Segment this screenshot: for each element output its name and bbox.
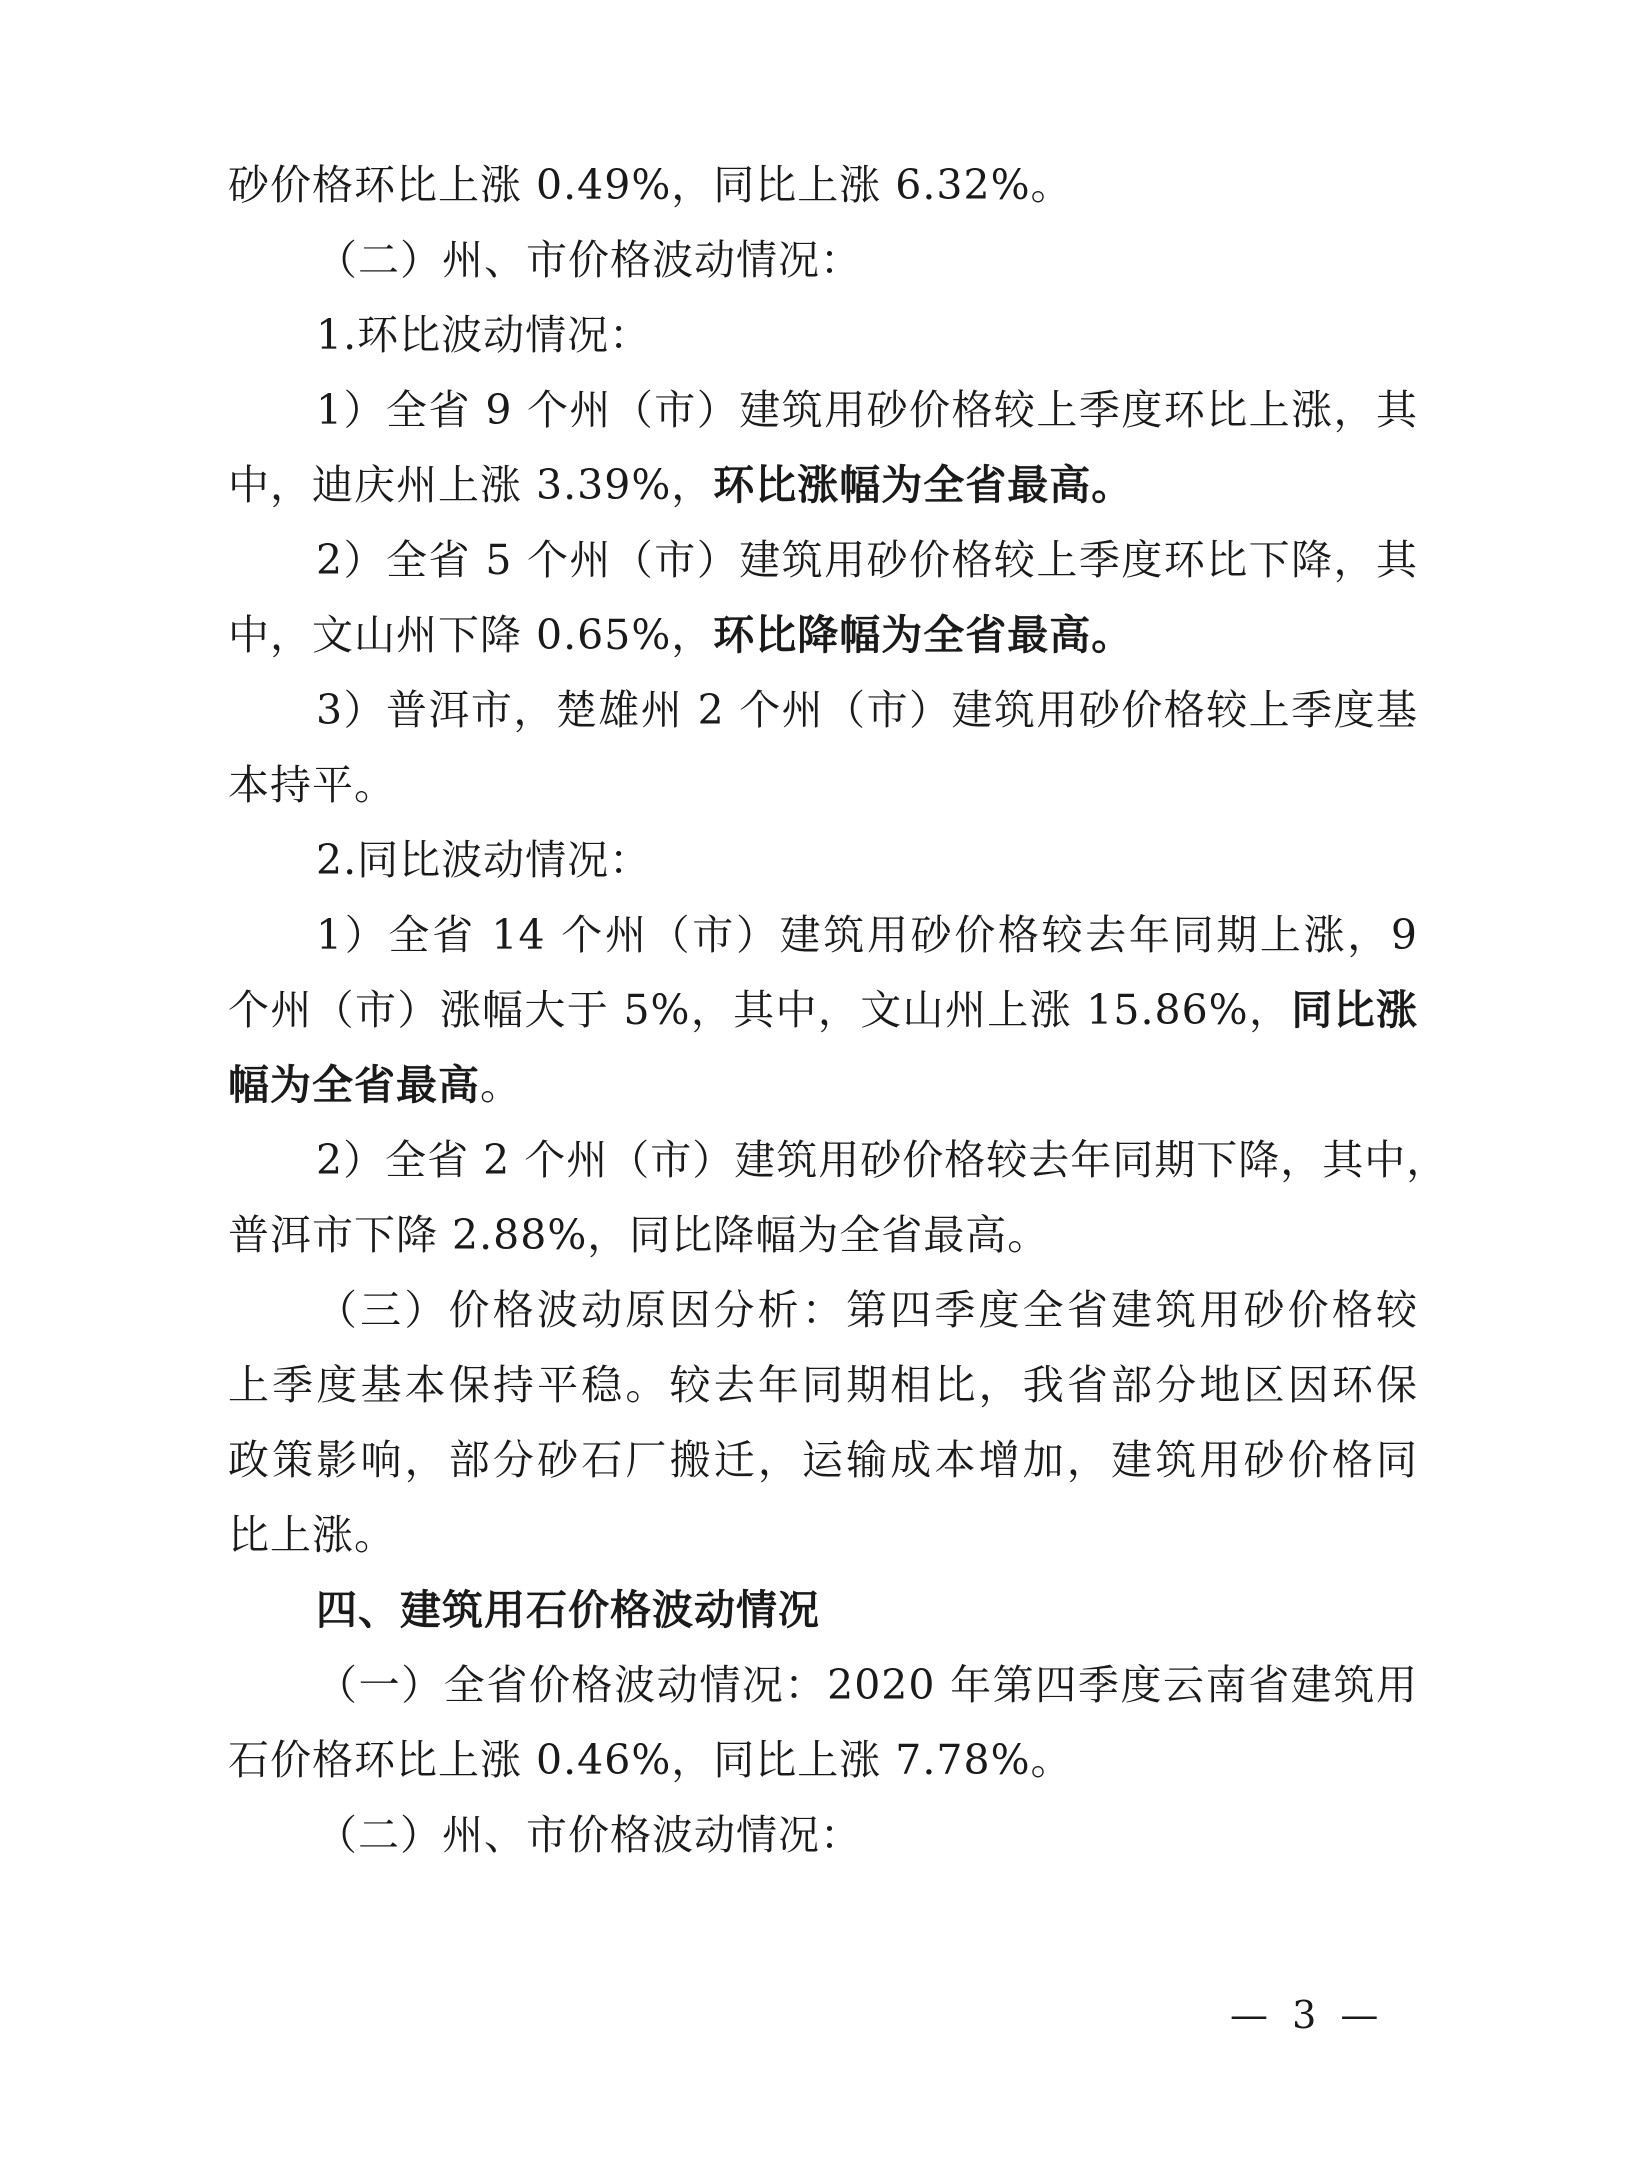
subheading [228, 223, 1418, 298]
subheading [228, 1798, 1418, 1873]
text-line [228, 523, 1418, 598]
text-segment: 比上涨。 [228, 1511, 396, 1559]
text-line [228, 1048, 1418, 1123]
emphasis-text: 环比降幅为全省最高。 [713, 611, 1134, 659]
text-segment: 政策影响，部分砂石厂搬迁，运输成本增加，建筑用砂价格同 [228, 1436, 1418, 1484]
document-body [228, 148, 1449, 1873]
text-line [228, 1423, 1418, 1498]
text-segment: 1）全省 14 个州（市）建筑用砂价格较去年同期上涨，9 [316, 911, 1418, 959]
text-segment: 2）全省 2 个州（市）建筑用砂价格较去年同期下降，其中， [316, 1136, 1449, 1184]
text-line [228, 748, 1418, 823]
text-segment: 1）全省 9 个州（市）建筑用砂价格较上季度环比上涨，其 [316, 386, 1418, 434]
text-line [228, 148, 1418, 223]
text-segment: 2.同比波动情况： [316, 836, 652, 884]
text-segment: 石价格环比上涨 0.46%，同比上涨 7.78%。 [228, 1736, 1073, 1784]
text-line [228, 973, 1418, 1048]
text-segment: （二）州、市价格波动情况： [316, 1811, 862, 1859]
text-line [228, 1348, 1418, 1423]
text-line [228, 1273, 1418, 1348]
emphasis-text: 环比涨幅为全省最高。 [713, 461, 1134, 509]
text-segment: 1.环比波动情况： [316, 311, 652, 359]
text-segment: 砂价格环比上涨 0.49%，同比上涨 6.32%。 [228, 161, 1073, 209]
page-number: — 3 — [1230, 1993, 1385, 2037]
text-segment: 本持平。 [228, 761, 396, 809]
text-segment: （二）州、市价格波动情况： [316, 236, 862, 284]
text-line [228, 1123, 1449, 1198]
subheading [228, 298, 1418, 373]
text-segment: 上季度基本保持平稳。较去年同期相比，我省部分地区因环保 [228, 1361, 1418, 1409]
text-line [228, 1198, 1418, 1273]
text-line [228, 673, 1418, 748]
text-segment: 2）全省 5 个州（市）建筑用砂价格较上季度环比下降，其 [316, 536, 1418, 584]
text-segment: 中，文山州下降 0.65%， [228, 611, 714, 659]
text-line [228, 373, 1418, 448]
emphasis-text: 同比涨 [1291, 986, 1418, 1034]
text-line [228, 1648, 1418, 1723]
text-line [228, 1723, 1418, 1798]
text-line [228, 598, 1418, 673]
text-segment: （三）价格波动原因分析：第四季度全省建筑用砂价格较 [316, 1286, 1418, 1334]
emphasis-text: 幅为全省最高 [228, 1061, 480, 1109]
text-line [228, 1498, 1418, 1573]
text-segment: 四、建筑用石价格波动情况 [316, 1586, 820, 1634]
text-segment: 个州（市）涨幅大于 5%，其中，文山州上涨 15.86%， [228, 986, 1292, 1034]
subheading [228, 823, 1418, 898]
text-segment: 。 [480, 1061, 522, 1109]
text-line [228, 448, 1418, 523]
text-segment: 普洱市下降 2.88%，同比降幅为全省最高。 [228, 1211, 1050, 1259]
text-line [228, 898, 1418, 973]
text-segment: 中，迪庆州上涨 3.39%， [228, 461, 714, 509]
text-segment: （一）全省价格波动情况：2020 年第四季度云南省建筑用 [316, 1661, 1418, 1709]
section-heading [228, 1573, 1418, 1648]
text-segment: 3）普洱市，楚雄州 2 个州（市）建筑用砂价格较上季度基 [316, 686, 1418, 734]
